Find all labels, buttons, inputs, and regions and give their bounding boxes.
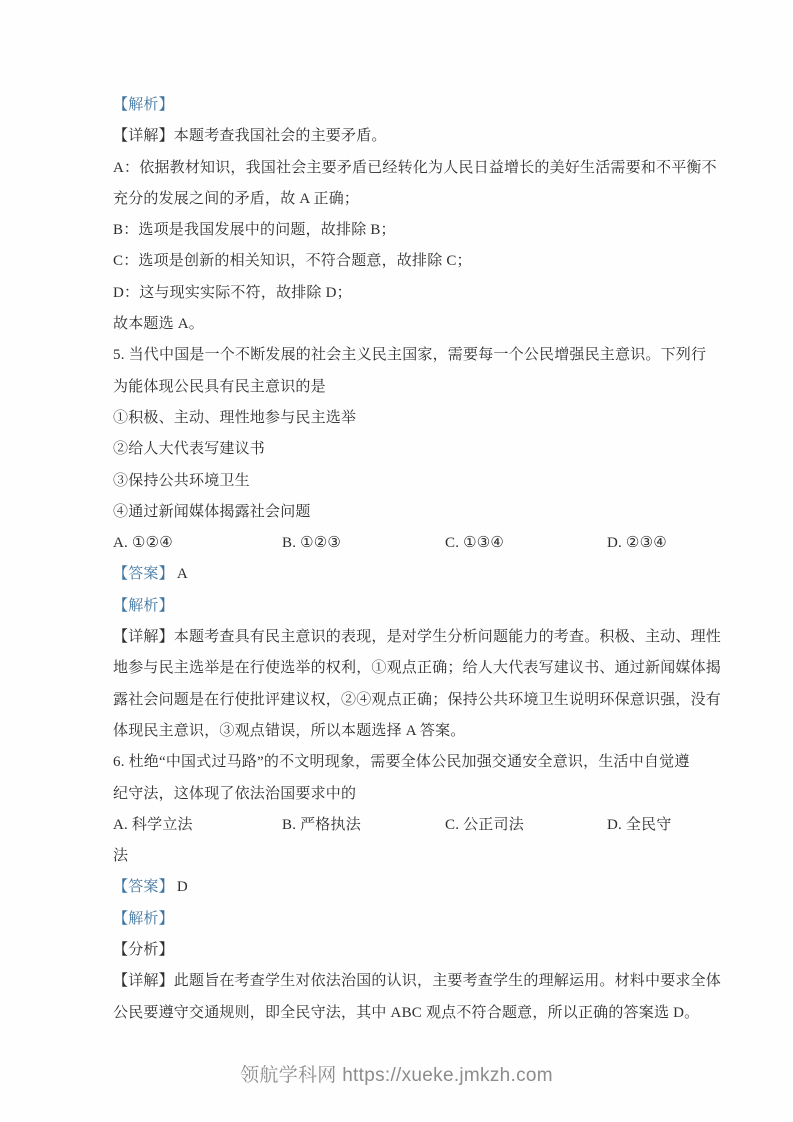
q6-detail-line: 【详解】此题旨在考查学生对依法治国的认识，主要考查学生的理解运用。材料中要求全体 — [113, 973, 722, 990]
q5-item: ①积极、主动、理性地参与民主选举 — [113, 409, 357, 426]
exam-content — [113, 90, 722, 1029]
q6-answer-value: D — [176, 879, 188, 896]
q4-detail-line: A：依据教材知识，我国社会主要矛盾已经转化为人民日益增长的美好生活需要和不平衡不 — [113, 159, 717, 176]
q5-stem-line: 为能体现公民具有民主意识的是 — [113, 378, 326, 395]
q5-item: ③保持公共环境卫生 — [113, 472, 250, 489]
q4-detail-line: 故本题选 A。 — [113, 316, 204, 333]
q5-option-c: C. ①③④ — [445, 535, 505, 552]
q6-options-row — [113, 810, 685, 841]
q5-item: ②给人大代表写建议书 — [113, 441, 266, 458]
q5-option-b: B. ①②③ — [282, 535, 342, 552]
q4-jiexi-label: 【解析】 — [113, 97, 174, 113]
q5-option-d: D. ②③④ — [607, 535, 667, 552]
q6-option-d: D. 全民守 — [607, 816, 672, 833]
q5-detail-line: 【详解】本题考查具有民主意识的表现，是对学生分析问题能力的考查。积极、主动、理性 — [113, 629, 722, 646]
q5-options-row — [113, 528, 685, 559]
q6-stem-line: 6. 杜绝“中国式过马路”的不文明现象，需要全体公民加强交通安全意识，生活中自觉遵 — [113, 754, 690, 771]
q6-option-a: A. 科学立法 — [113, 816, 193, 833]
q5-detail-line: 露社会问题是在行使批评建议权，②④观点正确；保持公共环境卫生说明环保意识强，没有 — [113, 691, 722, 708]
q5-detail-line: 体现民主意识，③观点错误，所以本题选择 A 答案。 — [113, 722, 466, 739]
q4-detail-line: 【详解】本题考查我国社会的主要矛盾。 — [113, 128, 387, 145]
watermark-text: 领航学科网 https://xueke.jmkzh.com — [240, 1065, 553, 1086]
q6-answer-label: 【答案】 — [113, 879, 174, 896]
q6-detail-line: 公民要遵守交通规则，即全民守法，其中 ABC 观点不符合题意，所以正确的答案选 D。 — [113, 1004, 700, 1021]
q5-option-a: A. ①②④ — [113, 535, 173, 552]
q6-jiexi-label: 【解析】 — [113, 910, 174, 927]
q5-stem-line: 5. 当代中国是一个不断发展的社会主义民主国家，需要每一个公民增强民主意识。下列行 — [113, 347, 707, 364]
q6-option-d-wrap: 法 — [113, 848, 129, 865]
q5-answer-value: A — [176, 566, 188, 583]
q4-detail-line: D：这与现实实际不符，故排除 D； — [113, 284, 352, 301]
q6-fenxi-label: 【分析】 — [113, 942, 174, 959]
q4-detail-line: B：选项是我国发展中的问题，故排除 B； — [113, 222, 396, 239]
q5-detail-line: 地参与民主选举是在行使选举的权利，①观点正确；给人大代表写建议书、通过新闻媒体揭 — [113, 660, 722, 677]
q5-item: ④通过新闻媒体揭露社会问题 — [113, 503, 311, 520]
q4-detail-line: C：选项是创新的相关知识，不符合题意，故排除 C； — [113, 253, 472, 270]
watermark-footer — [0, 1062, 793, 1090]
q5-answer-label: 【答案】 — [113, 566, 174, 583]
q6-answer-line — [113, 872, 685, 903]
q4-detail-line: 充分的发展之间的矛盾，故 A 正确； — [113, 190, 360, 207]
q6-stem-line: 纪守法，这体现了依法治国要求中的 — [113, 785, 357, 802]
q5-jiexi-label: 【解析】 — [113, 597, 174, 614]
q6-option-c: C. 公正司法 — [445, 816, 524, 833]
q6-option-b: B. 严格执法 — [282, 816, 361, 833]
q5-answer-line — [113, 559, 685, 590]
